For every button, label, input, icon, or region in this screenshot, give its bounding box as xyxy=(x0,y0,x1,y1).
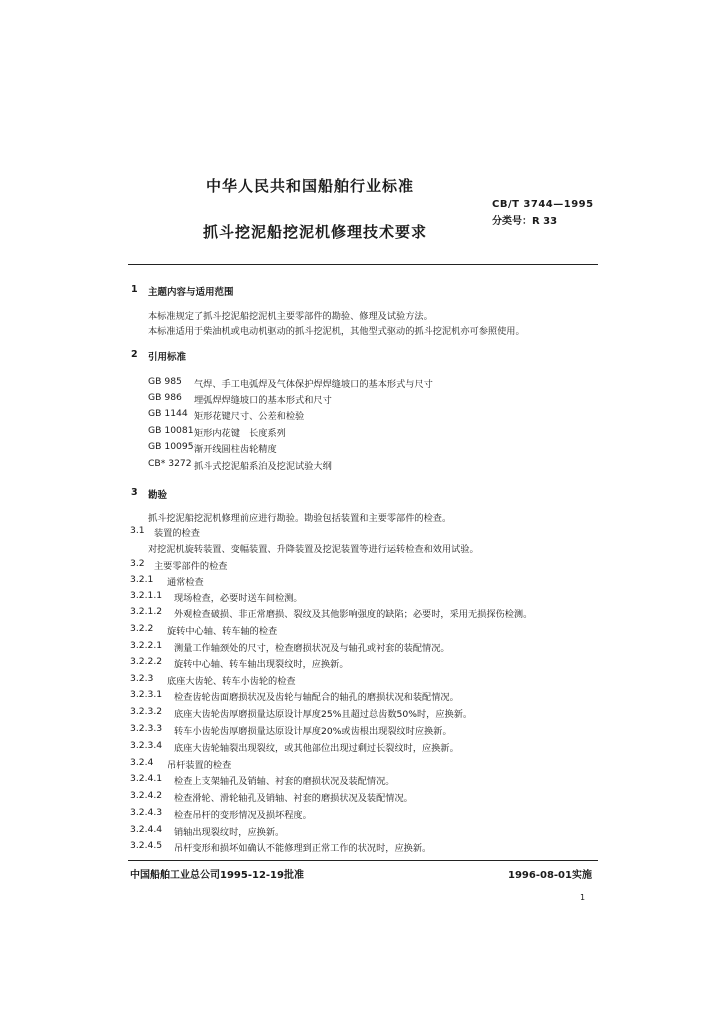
clause-number: GB 10095 xyxy=(148,441,194,452)
clause-text: 吊杆变形和损坏如确认不能修理到正常工作的状况时，应换新。 xyxy=(174,843,432,854)
page-number: 1 xyxy=(580,893,586,902)
paragraph xyxy=(0,541,724,555)
subclause-item xyxy=(0,706,724,720)
clause-text: 对挖泥机旋转装置、变幅装置、升降装置及挖泥装置等进行运转检查和效用试验。 xyxy=(148,544,479,555)
clause-number: 3.2.3.4 xyxy=(130,740,163,751)
subclause-heading xyxy=(0,574,724,588)
clause-number: 3.2.1.1 xyxy=(130,590,163,601)
clause-number: 3.2.3.2 xyxy=(130,706,163,717)
clause-number: GB 1144 xyxy=(148,408,188,419)
paragraph xyxy=(0,308,724,322)
section-heading xyxy=(0,284,724,298)
clause-text: 旋转中心轴、转车轴的检查 xyxy=(167,626,278,637)
subclause-heading xyxy=(0,673,724,687)
clause-text: 本标准规定了抓斗挖泥船挖泥机主要零部件的勘验、修理及试验方法。 xyxy=(148,311,433,322)
clause-text: 矩形内花键 长度系列 xyxy=(194,428,286,439)
clause-text: 底座大齿轮、转车小齿轮的检查 xyxy=(167,676,296,687)
clause-number: 3.2.1 xyxy=(130,574,154,585)
clause-number: 3.2.1.2 xyxy=(130,606,163,617)
implementation-date: 1996-08-01实施 xyxy=(508,870,592,881)
paragraph xyxy=(0,510,724,524)
clause-text: 渐开线圆柱齿轮精度 xyxy=(194,444,277,455)
section-heading xyxy=(0,349,724,363)
clause-text: 现场检查，必要时送车间检测。 xyxy=(174,593,303,604)
clause-text: 销轴出现裂纹时，应换新。 xyxy=(174,827,285,838)
clause-number: 3.2.4.3 xyxy=(130,807,163,818)
subclause-item xyxy=(0,723,724,737)
clause-number: 3.2.3.1 xyxy=(130,689,163,700)
clause-text: 主要零部件的检查 xyxy=(154,561,228,572)
clause-text: 测量工作轴颈处的尺寸，检查磨损状况及与轴孔或衬套的装配情况。 xyxy=(174,643,450,654)
subclause-item xyxy=(0,807,724,821)
section-heading xyxy=(0,487,724,501)
subclause-item xyxy=(0,689,724,703)
footer-divider xyxy=(128,860,598,861)
clause-text: 外观检查破损、非正常磨损、裂纹及其他影响强度的缺陷；必要时，采用无损探伤检测。 xyxy=(174,609,533,620)
subclause-item xyxy=(0,790,724,804)
clause-number: GB 986 xyxy=(148,392,182,403)
approval-line: 中国船舶工业总公司1995-12-19批准 xyxy=(130,870,304,881)
clause-text: 吊杆装置的检查 xyxy=(167,760,232,771)
clause-text: 引用标准 xyxy=(148,352,187,363)
paragraph xyxy=(0,323,724,337)
clause-number: 1 xyxy=(131,284,138,295)
clause-text: 底座大齿轮轴裂出现裂纹，或其他部位出现过剩过长裂纹时，应换新。 xyxy=(174,743,459,754)
clause-text: 气焊、手工电弧焊及气体保护焊焊缝坡口的基本形式与尺寸 xyxy=(194,379,433,390)
clause-text: 勘验 xyxy=(148,490,168,501)
clause-number: 3.2 xyxy=(130,558,145,569)
clause-number: CB* 3272 xyxy=(148,458,192,469)
clause-number: 3.2.4.2 xyxy=(130,790,163,801)
subclause-item xyxy=(0,606,724,620)
clause-number: 3.2.2 xyxy=(130,623,154,634)
subclause-item xyxy=(0,773,724,787)
subclause-item xyxy=(0,656,724,670)
clause-text: 埋弧焊焊缝坡口的基本形式和尺寸 xyxy=(194,395,332,406)
clause-text: 通常检查 xyxy=(167,577,204,588)
clause-text: 检查吊杆的变形情况及损坏程度。 xyxy=(174,810,312,821)
clause-text: 抓斗式挖泥船系泊及挖泥试验大纲 xyxy=(194,461,332,472)
subclause-item xyxy=(0,840,724,854)
subclause-heading xyxy=(0,623,724,637)
clause-text: 主题内容与适用范围 xyxy=(148,287,234,298)
subclause-item xyxy=(0,590,724,604)
clause-text: 装置的检查 xyxy=(154,528,200,539)
subclause-item xyxy=(0,824,724,838)
classification-code: 分类号：R 33 xyxy=(492,216,558,227)
clause-heading xyxy=(0,558,724,572)
clause-number: GB 10081 xyxy=(148,425,194,436)
clause-number: 3.2.4.5 xyxy=(130,840,163,851)
reference-item xyxy=(0,408,724,422)
clause-text: 检查齿轮齿面磨损状况及齿轮与轴配合的轴孔的磨损状况和装配情况。 xyxy=(174,692,459,703)
reference-item xyxy=(0,441,724,455)
clause-text: 抓斗挖泥船挖泥机修理前应进行勘验。勘验包括装置和主要零部件的检查。 xyxy=(148,513,452,524)
clause-text: 底座大齿轮齿厚磨损量达原设计厚度25%且超过总齿数50%时，应换新。 xyxy=(174,709,473,720)
document-title: 抓斗挖泥船挖泥机修理技术要求 xyxy=(203,223,428,241)
subclause-item xyxy=(0,640,724,654)
clause-number: 3.2.4 xyxy=(130,757,154,768)
reference-item xyxy=(0,458,724,472)
reference-item xyxy=(0,392,724,406)
standard-code: CB/T 3744—1995 xyxy=(492,199,594,210)
clause-heading xyxy=(0,525,724,539)
clause-text: 转车小齿轮齿厚磨损量达原设计厚度20%或齿根出现裂纹时应换新。 xyxy=(174,726,452,737)
clause-number: 3.2.2.2 xyxy=(130,656,163,667)
industry-standard-title: 中华人民共和国船舶行业标准 xyxy=(206,177,415,195)
clause-number: 3.2.4.1 xyxy=(130,773,163,784)
subclause-item xyxy=(0,740,724,754)
header-divider xyxy=(128,264,598,265)
clause-text: 矩形花键尺寸、公差和检验 xyxy=(194,411,305,422)
clause-number: 2 xyxy=(131,349,138,360)
clause-number: 3.2.3.3 xyxy=(130,723,163,734)
clause-number: 3 xyxy=(131,487,138,498)
clause-text: 本标准适用于柴油机或电动机驱动的抓斗挖泥机，其他型式驱动的抓斗挖泥机亦可参照使用。 xyxy=(148,326,525,337)
subclause-heading xyxy=(0,757,724,771)
clause-text: 检查滑轮、滑轮轴孔及销轴、衬套的磨损状况及装配情况。 xyxy=(174,793,413,804)
clause-number: 3.2.3 xyxy=(130,673,154,684)
clause-number: GB 985 xyxy=(148,376,182,387)
clause-text: 检查上支架轴孔及销轴、衬套的磨损状况及装配情况。 xyxy=(174,776,395,787)
reference-item xyxy=(0,425,724,439)
clause-number: 3.2.4.4 xyxy=(130,824,163,835)
clause-number: 3.1 xyxy=(130,525,145,536)
clause-number: 3.2.2.1 xyxy=(130,640,163,651)
reference-item xyxy=(0,376,724,390)
clause-text: 旋转中心轴、转车轴出现裂纹时，应换新。 xyxy=(174,659,349,670)
